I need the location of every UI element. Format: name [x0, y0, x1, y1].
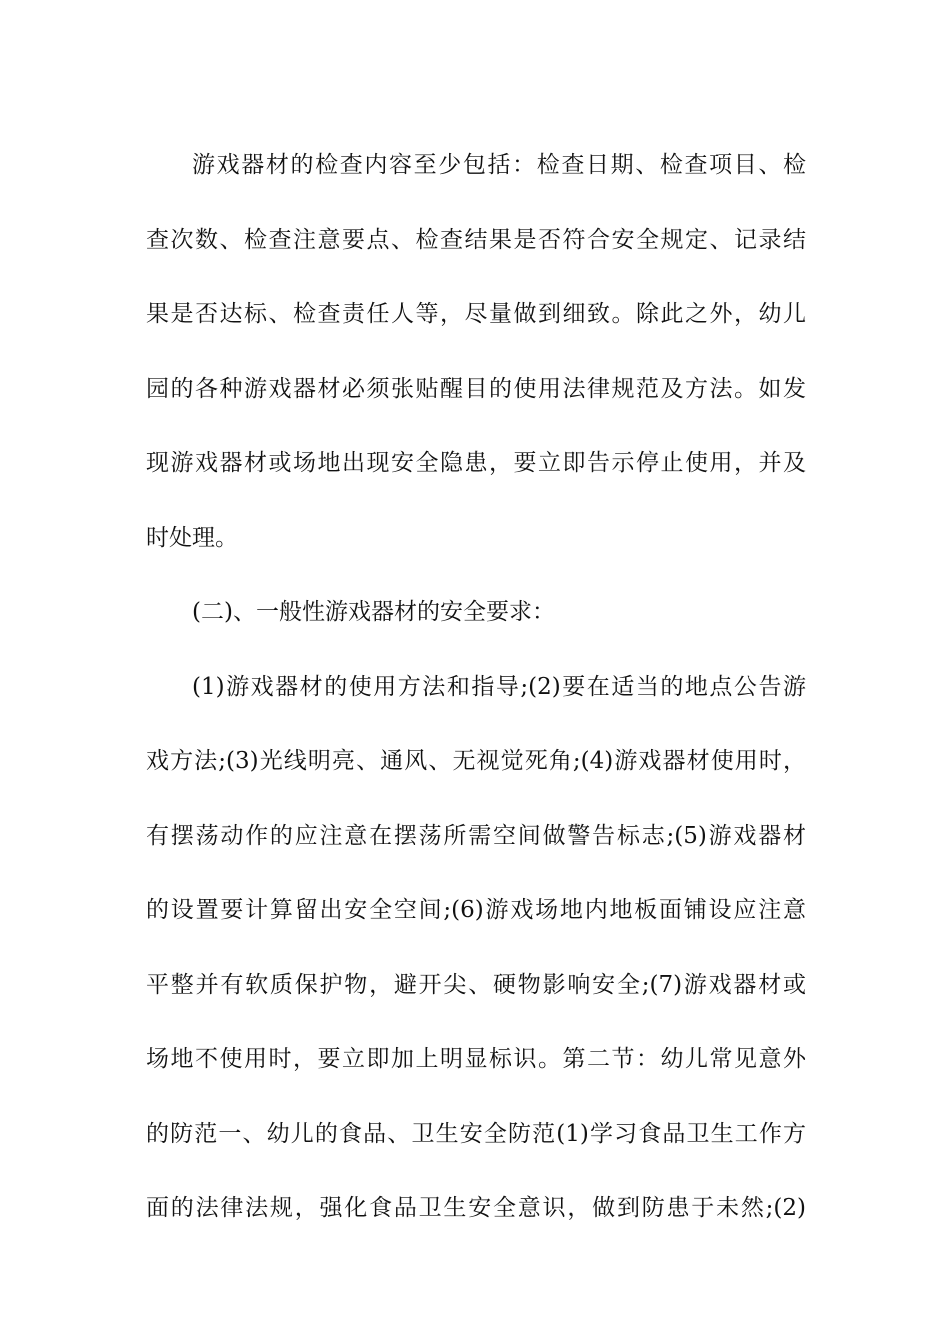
text-line-9: 戏方法;(3)光线明亮、通风、无视觉死角;(4)游戏器材使用时，	[146, 748, 806, 774]
text-line-1: 游戏器材的检查内容至少包括：检查日期、检查项目、检	[192, 152, 806, 178]
text-line-2: 查次数、检查注意要点、检查结果是否符合安全规定、记录结	[146, 226, 806, 253]
text-line-6: 时处理。	[146, 524, 238, 551]
text-line-13: 场地不使用时，要立即加上明显标识。第二节：幼儿常见意外	[146, 1046, 806, 1072]
body-text	[146, 128, 806, 1246]
text-line-14: 的防范一、幼儿的食品、卫生安全防范(1)学习食品卫生工作方	[146, 1120, 806, 1147]
text-line-5: 现游戏器材或场地出现安全隐患，要立即告示停止使用，并及	[146, 450, 806, 476]
text-line-10: 有摆荡动作的应注意在摆荡所需空间做警告标志;(5)游戏器材	[146, 822, 806, 849]
text-line-11: 的设置要计算留出安全空间;(6)游戏场地内地板面铺设应注意	[146, 897, 806, 923]
text-line-4: 园的各种游戏器材必须张贴醒目的使用法律规范及方法。如发	[146, 375, 806, 402]
text-line-12: 平整并有软质保护物，避开尖、硬物影响安全;(7)游戏器材或	[146, 971, 806, 998]
section-heading: (二)、一般性游戏器材的安全要求：	[192, 599, 555, 625]
text-line-3: 果是否达标、检查责任人等，尽量做到细致。除此之外，幼儿	[146, 301, 806, 327]
text-line-8: (1)游戏器材的使用方法和指导;(2)要在适当的地点公告游	[192, 673, 806, 700]
text-line-15: 面的法律法规，强化食品卫生安全意识，做到防患于未然;(2)	[146, 1195, 806, 1221]
